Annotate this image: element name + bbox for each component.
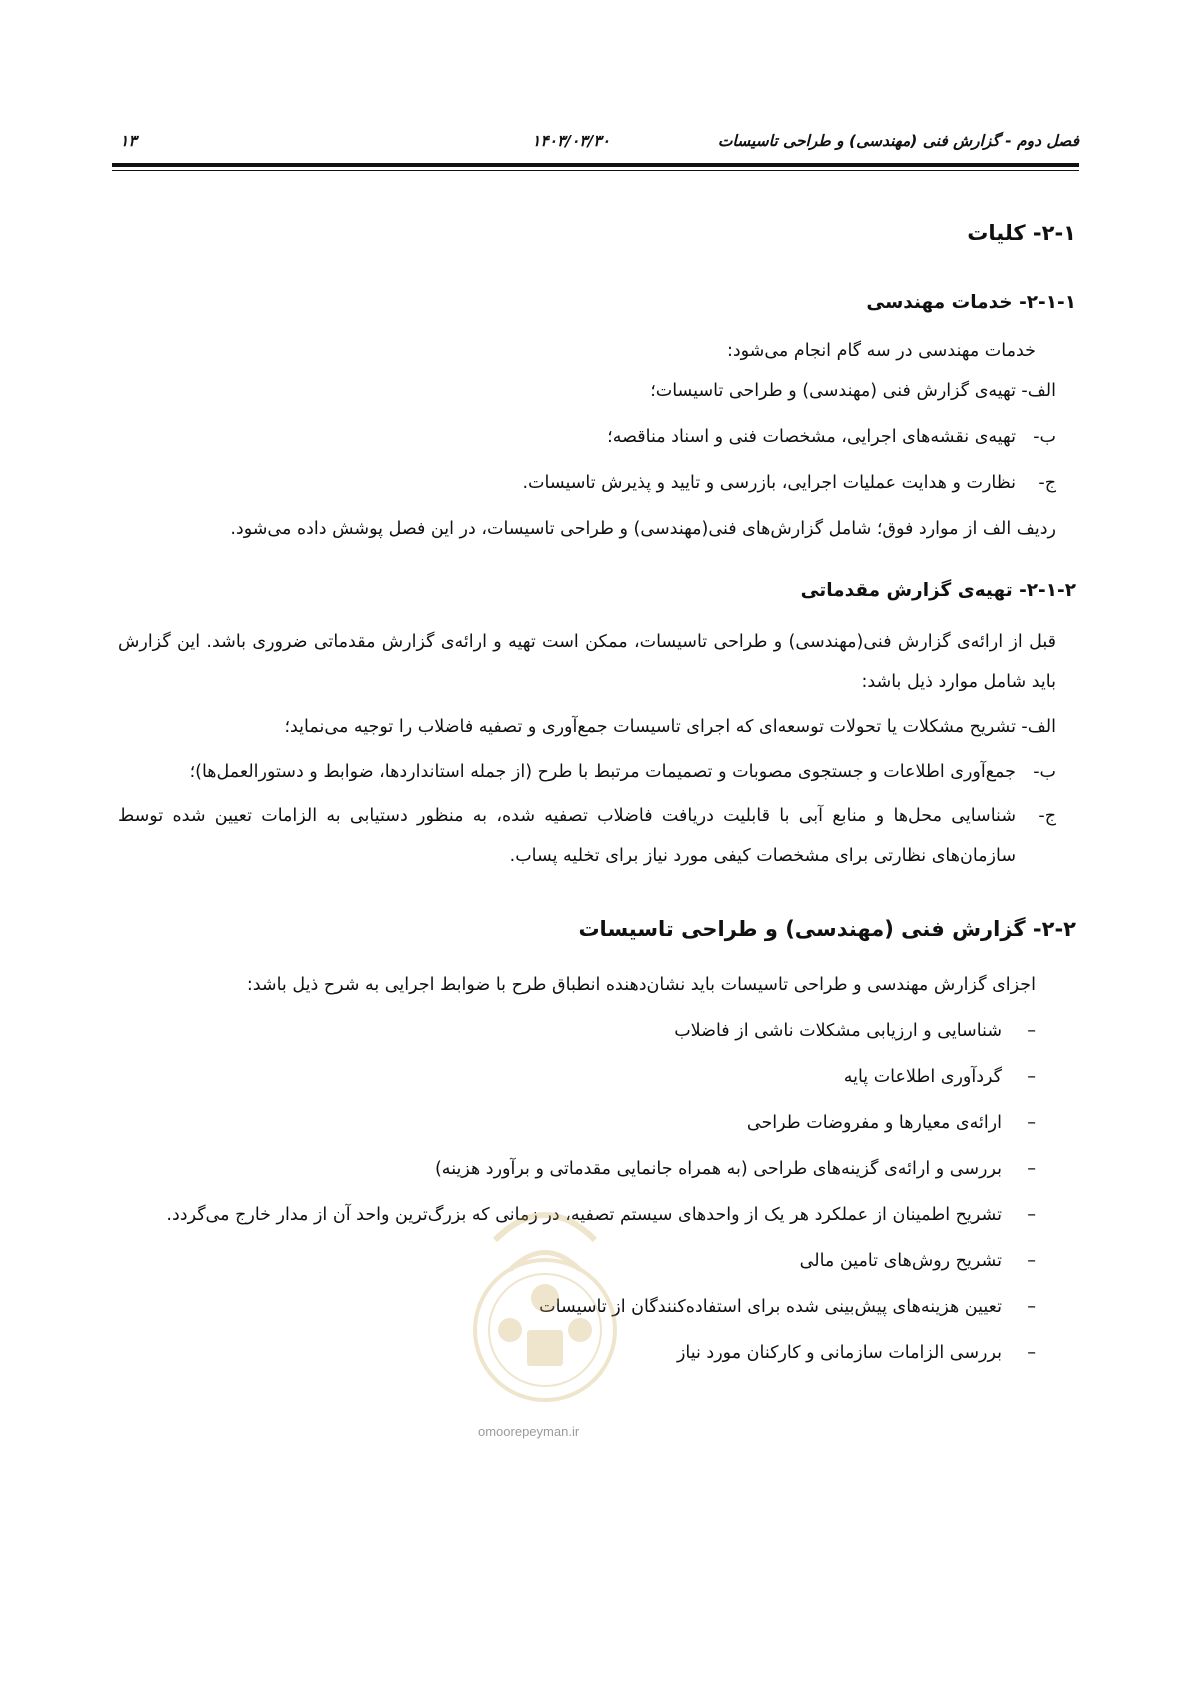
list-item — [118, 796, 1076, 876]
header-rule-thick — [112, 163, 1079, 167]
page-number: ۱۳ — [120, 132, 137, 150]
list-item-text: نظارت و هدایت عملیات اجرایی، بازرسی و تایید و پذیرش تاسیسات. — [522, 473, 1016, 493]
list-marker: ج- — [1038, 806, 1056, 826]
list-marker: ب- — [1033, 427, 1056, 447]
dash-marker: – — [1027, 1205, 1036, 1225]
header-date: ۱۴۰۳/۰۳/۳۰ — [532, 132, 610, 150]
list-item-text: تهیه‌ی نقشه‌های اجرایی، مشخصات فنی و اسناد مناقصه؛ — [607, 427, 1016, 447]
dash-marker: – — [1027, 1343, 1036, 1363]
dash-marker: – — [1027, 1297, 1036, 1317]
list-item-text: تشریح اطمینان از عملکرد هر یک از واحدهای سیستم تصفیه، در زمانی که بزرگ‌ترین واحد آن از مدار خارج می‌گردد. — [166, 1205, 1002, 1225]
list-item — [118, 1192, 1036, 1238]
paragraph-report-intro: اجزای گزارش مهندسی و طراحی تاسیسات باید نشان‌دهنده انطباق طرح با ضوابط اجرایی به شرح ذیل باشد: — [246, 975, 1036, 995]
list-item — [118, 1146, 1036, 1192]
list-item-text: تهیه‌ی گزارش فنی (مهندسی) و طراحی تاسیسات؛ — [650, 381, 1016, 401]
list-item-text: تشریح مشکلات یا تحولات توسعه‌ای که اجرای تاسیسات جمع‌آوری و تصفیه فاضلاب را توجیه می‌نماید؛ — [284, 717, 1016, 737]
list-item — [118, 752, 1076, 792]
list-marker: الف- — [1021, 381, 1056, 401]
paragraph-closing: ردیف الف از موارد فوق؛ شامل گزارش‌های فنی(مهندسی) و طراحی تاسیسات، در این فصل پوشش داده می‌شود. — [230, 519, 1056, 539]
paragraph-engineering-intro: خدمات مهندسی در سه گام انجام می‌شود: — [726, 341, 1036, 361]
dash-marker: – — [1027, 1113, 1036, 1133]
list-item-text: شناسایی محل‌ها و منابع آبی با قابلیت دریافت فاضلاب تصفیه شده، به منظور دستیابی به الزامات تعیین شده توسط سازمان‌های نظارتی برای مشخصات کیفی مورد نیاز برای تخلیه پساب. — [118, 806, 1016, 866]
list-marker: ج- — [1038, 473, 1056, 493]
dash-marker: – — [1027, 1067, 1036, 1087]
list-item-text: جمع‌آوری اطلاعات و جستجوی مصوبات و تصمیمات مرتبط با طرح (از جمله استانداردها، ضوابط و دستورالعمل‌ها)؛ — [189, 762, 1016, 782]
list-item — [118, 1330, 1036, 1376]
heading-2-1: ۲-۱- کلیات — [967, 221, 1076, 245]
header-rule-thin — [112, 170, 1079, 171]
list-item — [118, 710, 1076, 744]
list-item-text: گردآوری اطلاعات پایه — [843, 1067, 1002, 1087]
list-item-text: تشریح روش‌های تامین مالی — [799, 1251, 1002, 1271]
page-body — [118, 216, 1076, 1376]
list-item — [118, 1284, 1036, 1330]
heading-2-1-1: ۲-۱-۱- خدمات مهندسی — [866, 292, 1076, 313]
list-item-text: شناسایی و ارزیابی مشکلات ناشی از فاضلاب — [674, 1021, 1002, 1041]
list-item-text: بررسی و ارائه‌ی گزینه‌های طراحی (به همراه جانمایی مقدماتی و برآورد هزینه) — [434, 1159, 1002, 1179]
list-item — [118, 1238, 1036, 1284]
list-item — [118, 1100, 1036, 1146]
list-item — [118, 1008, 1036, 1054]
chapter-title: فصل دوم - گزارش فنی (مهندسی) و طراحی تاسیسات — [717, 132, 1079, 150]
list-item — [118, 374, 1076, 408]
list-marker: ب- — [1033, 762, 1056, 782]
list-item — [118, 1054, 1036, 1100]
list-marker: الف- — [1021, 717, 1056, 737]
list-item-text: ارائه‌ی معیارها و مفروضات طراحی — [746, 1113, 1002, 1133]
watermark-site: omoorepeyman.ir — [478, 1424, 580, 1439]
list-item-text: تعیین هزینه‌های پیش‌بینی شده برای استفاده‌کنندگان از تاسیسات — [539, 1297, 1002, 1317]
list-item — [118, 420, 1076, 454]
paragraph-preliminary-intro: قبل از ارائه‌ی گزارش فنی(مهندسی) و طراحی تاسیسات، ممکن است تهیه و ارائه‌ی گزارش مقدماتی ضروری باشد. این گزارش باید شامل موارد ذیل باشد: — [118, 632, 1056, 692]
heading-2-1-2: ۲-۱-۲- تهیه‌ی گزارش مقدماتی — [800, 580, 1076, 601]
list-item — [118, 466, 1076, 500]
heading-2-2: ۲-۲- گزارش فنی (مهندسی) و طراحی تاسیسات — [578, 917, 1076, 941]
dash-marker: – — [1027, 1251, 1036, 1271]
report-components-list — [118, 1008, 1076, 1376]
dash-marker: – — [1027, 1159, 1036, 1179]
list-item-text: بررسی الزامات سازمانی و کارکنان مورد نیاز — [676, 1343, 1002, 1363]
running-header — [112, 118, 1079, 158]
dash-marker: – — [1027, 1021, 1036, 1041]
